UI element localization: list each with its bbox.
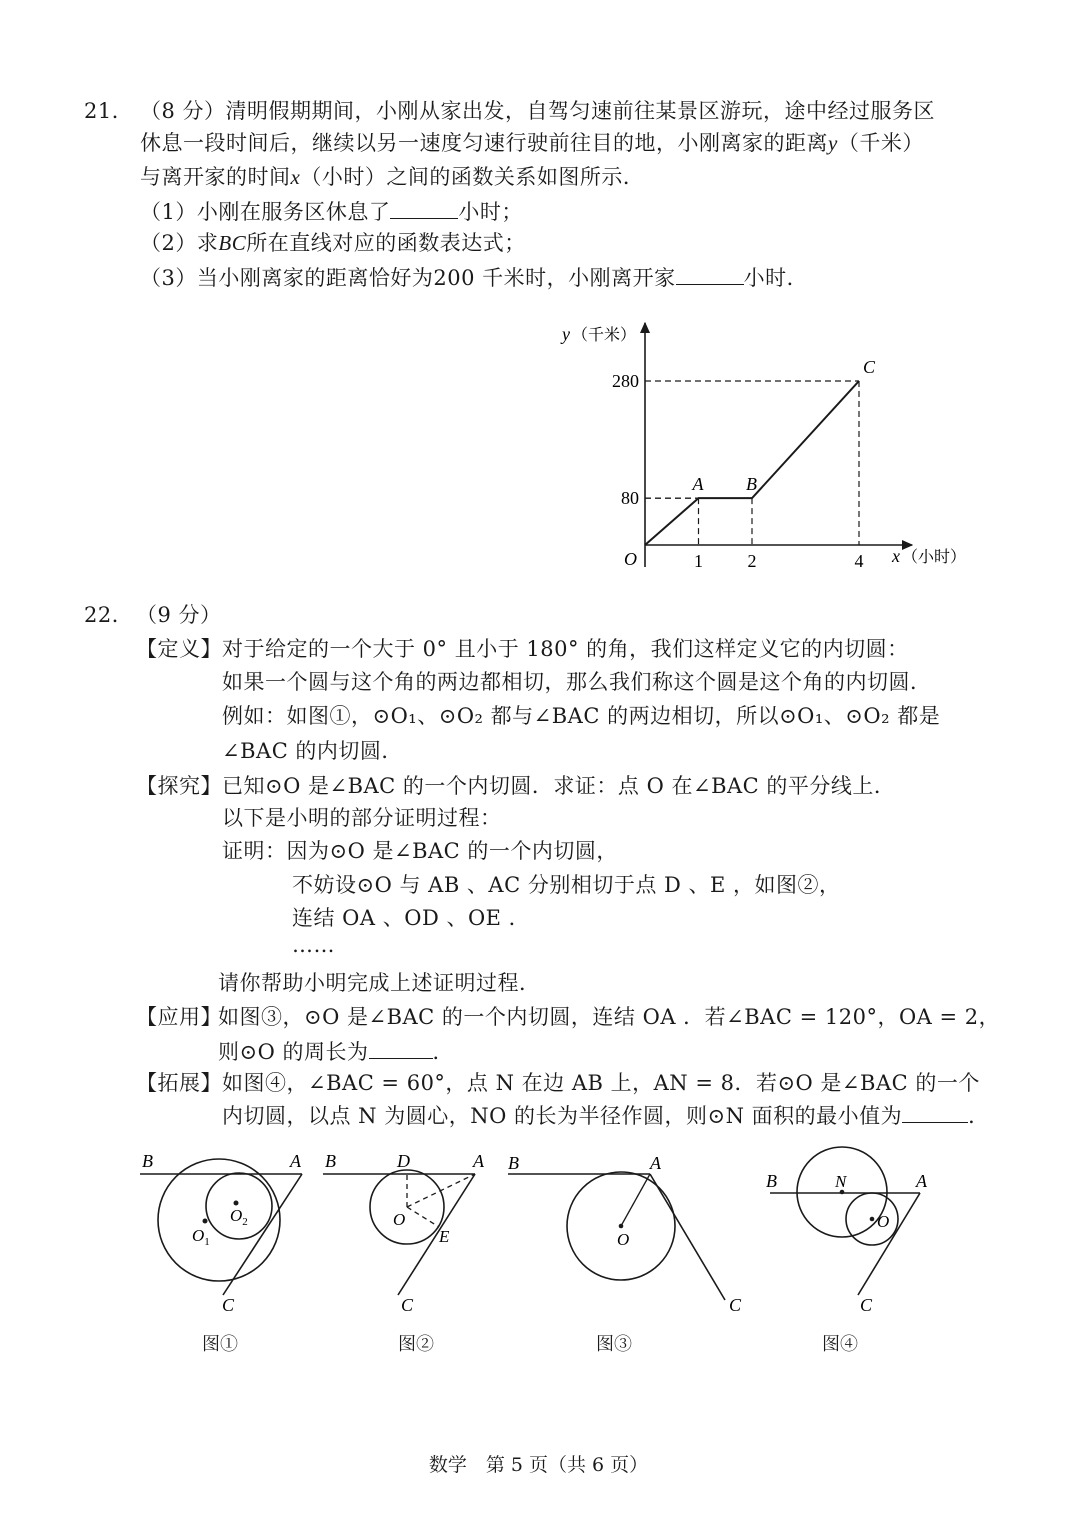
answer-blank-1[interactable] xyxy=(390,196,458,219)
q21-sub-2a: （2）求 xyxy=(140,231,219,255)
exp-line-3: 证明：因为⊙O 是∠BAC 的一个内切圆， xyxy=(222,839,618,863)
exp-line-4: 不妨设⊙O 与 AB 、AC 分别相切于点 D 、E ，如图②， xyxy=(292,873,841,897)
var-x: x xyxy=(290,165,301,189)
point-label-B: B xyxy=(746,474,757,495)
app-tag: 【应用】 xyxy=(136,1005,222,1029)
q21-sub-2 xyxy=(140,228,526,258)
svg-text:C: C xyxy=(401,1295,414,1315)
exp-line-6: …… xyxy=(292,933,335,957)
q21-line-3a: 与离开家的时间 xyxy=(140,165,291,189)
svg-text:O: O xyxy=(393,1210,406,1229)
q21-sub-1b: 小时； xyxy=(458,200,523,224)
y-axis-label-var: y xyxy=(562,324,570,344)
q21-line-2-end: （千米） xyxy=(837,131,924,155)
q21-line-3b: （小时）之间的函数关系如图所示． xyxy=(300,165,645,189)
svg-text:A: A xyxy=(290,1151,301,1171)
figure-2 xyxy=(315,1145,500,1320)
def-line-2: 如果一个圆与这个角的两边都相切，那么我们称这个圆是这个角的内切圆． xyxy=(222,670,932,694)
exp-line-7: 请你帮助小明完成上述证明过程． xyxy=(218,971,541,995)
svg-text:B: B xyxy=(142,1151,153,1171)
svg-text:A: A xyxy=(473,1151,484,1171)
exp-tag: 【探究】 xyxy=(136,774,222,798)
answer-blank-2[interactable] xyxy=(676,262,744,285)
q21-sub-3b: 小时． xyxy=(743,266,809,290)
q21-sub-3 xyxy=(140,262,808,293)
ext-line-2b: ． xyxy=(968,1104,990,1128)
def-line-3: 例如：如图①，⊙O₁、⊙O₂ 都与∠BAC 的两边相切，所以⊙O₁、⊙O₂ 都是 xyxy=(222,704,941,728)
ext-line-1: 如图④，∠BAC = 60°，点 N 在边 AB 上，AN = 8．若⊙O 是∠BAC 的一个 xyxy=(222,1071,980,1095)
x-tick-label-4: 4 xyxy=(854,551,864,571)
exp-line-1: 已知⊙O 是∠BAC 的一个内切圆．求证：点 O 在∠BAC 的平分线上． xyxy=(222,774,896,798)
point-label-A: A xyxy=(692,474,704,495)
page-footer: 数学 第 5 页（共 6 页） xyxy=(428,1454,649,1476)
svg-text:E: E xyxy=(439,1227,450,1246)
svg-text:O2: $O_2$ xyxy=(230,1206,248,1228)
svg-text:C: C xyxy=(222,1295,235,1315)
q22-score: （9 分） xyxy=(136,603,222,627)
q21-sub-3a: （3）当小刚离家的距离恰好为200 千米时，小刚离开家 xyxy=(140,266,676,290)
svg-text:A: A xyxy=(916,1171,927,1191)
answer-blank-3[interactable] xyxy=(369,1036,433,1059)
ext-line-2 xyxy=(222,1100,990,1131)
app-line-2 xyxy=(218,1036,454,1067)
figure-3-caption: 图③ xyxy=(596,1334,632,1355)
app-line-2a: 则⊙O 的周长为 xyxy=(218,1040,369,1064)
svg-text:O: O xyxy=(877,1212,890,1231)
q21-line-2 xyxy=(140,128,924,158)
q21-line-3 xyxy=(140,162,644,192)
svg-text:B: B xyxy=(325,1151,336,1171)
figure-3 xyxy=(500,1145,750,1320)
figure-4 xyxy=(760,1145,950,1320)
svg-text:O: O xyxy=(617,1230,630,1249)
ext-tag: 【拓展】 xyxy=(136,1071,222,1095)
svg-text:C: C xyxy=(729,1295,742,1315)
q21-line-1: （8 分）清明假期期间，小刚从家出发，自驾匀速前往某景区游玩，途中经过服务区 xyxy=(140,99,936,123)
x-axis-label-unit: （小时） xyxy=(902,549,967,566)
q21-sub-1a: （1）小刚在服务区休息了 xyxy=(140,200,391,224)
svg-text:C: C xyxy=(860,1295,873,1315)
svg-text:B: B xyxy=(766,1171,777,1191)
exp-line-2: 以下是小明的部分证明过程： xyxy=(222,806,502,830)
dashed-guides xyxy=(645,381,859,545)
figure-1 xyxy=(130,1145,320,1320)
svg-text:N: N xyxy=(835,1172,847,1191)
svg-text:O1: $O_1$ xyxy=(192,1226,210,1248)
x-tick-label-1: 1 xyxy=(694,551,703,571)
q21-number: 21． xyxy=(84,99,134,123)
app-line-2b: ． xyxy=(432,1040,454,1064)
origin-label: O xyxy=(624,549,637,569)
q22-number: 22． xyxy=(84,603,134,627)
x-tick-label-2: 2 xyxy=(747,551,757,571)
exp-line-5: 连结 OA 、OD 、OE ． xyxy=(292,906,531,930)
app-line-1: 如图③，⊙O 是∠BAC 的一个内切圆，连结 OA ．若∠BAC = 120°，OA = 2， xyxy=(218,1005,1001,1029)
def-line-1: 对于给定的一个大于 0° 且小于 180° 的角，我们这样定义它的内切圆： xyxy=(222,637,909,661)
figure-4-caption: 图④ xyxy=(822,1334,858,1355)
ext-line-2a: 内切圆，以点 N 为圆心，NO 的长为半径作圆，则⊙N 面积的最小值为 xyxy=(222,1104,903,1128)
svg-text:B: B xyxy=(508,1153,519,1173)
y-axis-label-unit: （千米） xyxy=(572,327,637,344)
point-label-C: C xyxy=(863,357,876,377)
def-line-4: ∠BAC 的内切圆． xyxy=(222,739,403,763)
var-bc: BC xyxy=(218,231,247,255)
x-axis-label-var: x xyxy=(892,546,900,566)
y-tick-label-280: 280 xyxy=(612,371,639,391)
answer-blank-4[interactable] xyxy=(902,1100,968,1123)
distance-time-graph xyxy=(540,315,980,580)
svg-text:A: A xyxy=(650,1153,661,1173)
def-tag: 【定义】 xyxy=(136,637,222,661)
q21-line-2-text: 休息一段时间后，继续以另一速度匀速行驶前往目的地，小刚离家的距离 xyxy=(140,131,828,155)
var-y: y xyxy=(828,131,838,155)
q21-sub-1 xyxy=(140,196,523,227)
figure-1-caption: 图① xyxy=(202,1334,238,1355)
q21-sub-2b: 所在直线对应的函数表达式； xyxy=(246,231,526,255)
y-tick-label-80: 80 xyxy=(621,488,639,509)
svg-text:D: D xyxy=(397,1151,410,1171)
figure-2-caption: 图② xyxy=(398,1334,434,1355)
